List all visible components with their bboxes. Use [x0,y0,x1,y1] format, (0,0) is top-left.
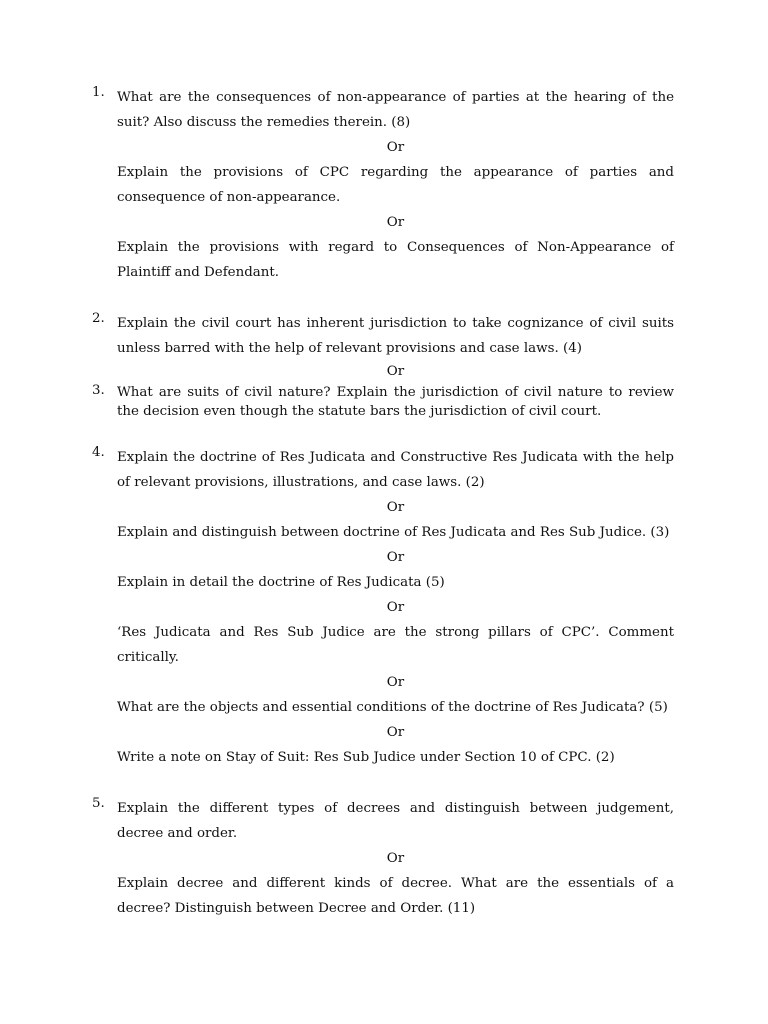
question-number: 5. [92,796,105,811]
question-text: What are suits of civil nature? Explain the jurisdiction of civil nature to review the decision even though the statute bars the jurisdiction of civil court. [117,385,674,419]
question-text: What are the consequences of non-appearance of parties at the hearing of the suit? Also discuss the remedies therein. (8) [117,90,674,130]
question-1 [0,85,768,285]
question-4 [0,445,768,770]
question-alternative: Explain and distinguish between doctrine of Res Judicata and Res Sub Judice. (3) [117,525,670,540]
or-separator: Or [386,851,405,866]
or-separator: Or [386,215,405,230]
or-separator: Or [386,600,405,615]
question-alternative: Explain the provisions of CPC regarding the appearance of parties and consequence of non-appearance. [117,165,674,205]
or-separator: Or [386,725,405,740]
question-number: 4. [92,445,105,460]
or-separator: Or [386,500,405,515]
or-separator: Or [386,140,405,155]
question-2 [0,311,768,383]
question-alternative: Explain in detail the doctrine of Res Judicata (5) [117,575,445,590]
question-alternative: ‘Res Judicata and Res Sub Judice are the strong pillars of CPC’. Comment critically. [117,625,674,665]
question-3 [0,383,768,421]
or-separator: Or [386,364,405,379]
or-separator: Or [386,550,405,565]
question-text: Explain the doctrine of Res Judicata and Constructive Res Judicata with the help of relevant provisions, illustrations, and case laws. (2) [117,450,674,490]
question-text: Explain the different types of decrees and distinguish between judgement, decree and order. [117,801,674,841]
question-alternative: Explain the provisions with regard to Consequences of Non-Appearance of Plaintiff and Defendant. [117,240,674,280]
or-separator: Or [386,675,405,690]
question-alternative: What are the objects and essential conditions of the doctrine of Res Judicata? (5) [117,700,668,715]
question-number: 3. [92,383,105,398]
question-text: Explain the civil court has inherent jurisdiction to take cognizance of civil suits unless barred with the help of relevant provisions and case laws. (4) [117,316,674,356]
question-5 [0,796,768,921]
question-alternative: Explain decree and different kinds of decree. What are the essentials of a decree? Distinguish between Decree and Order. (11) [117,876,674,916]
question-alternative: Write a note on Stay of Suit: Res Sub Judice under Section 10 of CPC. (2) [117,750,615,765]
question-number: 1. [92,85,105,100]
question-number: 2. [92,311,105,326]
